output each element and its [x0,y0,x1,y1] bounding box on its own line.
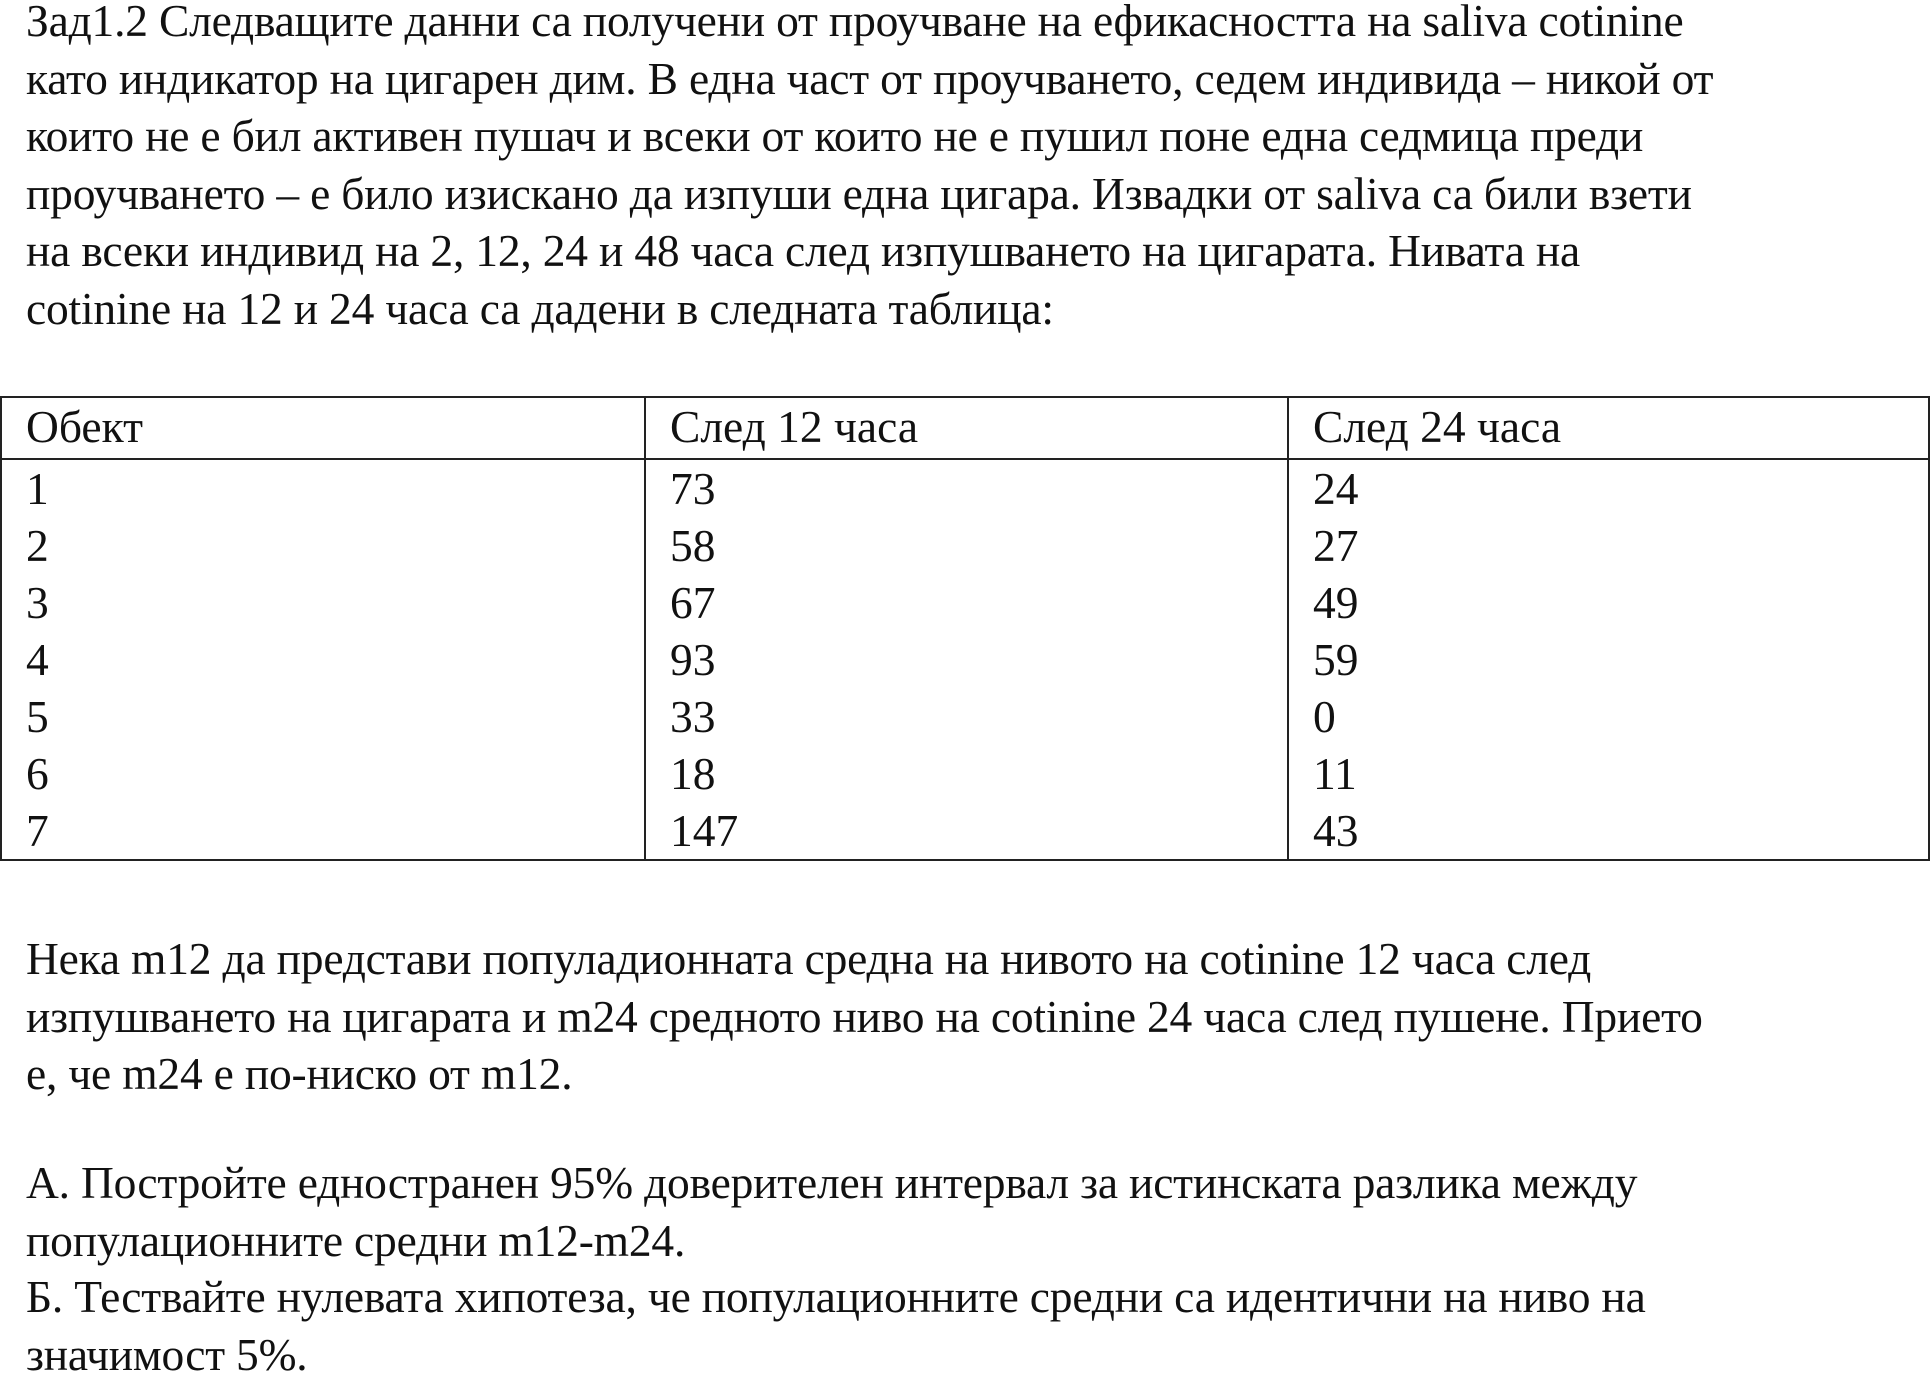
assumption-paragraph [26,930,1703,1103]
cell-subject: 4 [1,631,645,688]
text-line: Б. Тествайте нулевата хипотеза, че популационните средни са идентични на ниво на [26,1268,1646,1326]
table-header-row [1,397,1929,459]
table-row [1,459,1929,517]
table-row [1,745,1929,802]
table-row [1,802,1929,860]
column-header-12h: След 12 часа [645,397,1288,459]
text-line: А. Постройте едностранен 95% доверителен интервал за истинската разлика между [26,1154,1637,1212]
column-header-24h: След 24 часа [1288,397,1929,459]
cell-12h: 73 [645,459,1288,517]
cell-subject: 3 [1,574,645,631]
cell-subject: 1 [1,459,645,517]
cell-subject: 5 [1,688,645,745]
cell-24h: 11 [1288,745,1929,802]
text-line: Зад1.2 Следващите данни са получени от проучване на ефикасността на saliva cotinine [26,0,1713,50]
text-line: изпушването на цигарата и m24 средното ниво на cotinine 24 часа след пушене. Прието [26,988,1703,1046]
cell-24h: 0 [1288,688,1929,745]
cell-24h: 24 [1288,459,1929,517]
cell-24h: 43 [1288,802,1929,860]
cell-12h: 67 [645,574,1288,631]
text-line: на всеки индивид на 2, 12, 24 и 48 часа след изпушването на цигарата. Нивата на [26,222,1713,280]
cell-12h: 58 [645,517,1288,574]
problem-statement [26,0,1713,337]
text-line: популационните средни m12-m24. [26,1212,1637,1270]
table-row [1,574,1929,631]
cell-24h: 59 [1288,631,1929,688]
text-line: cotinine на 12 и 24 часа са дадени в следната таблица: [26,280,1713,338]
cell-12h: 93 [645,631,1288,688]
text-line: значимост 5%. [26,1326,1646,1383]
task-a-paragraph [26,1154,1637,1269]
cell-12h: 33 [645,688,1288,745]
text-line: които не е бил активен пушач и всеки от които не е пушил поне една седмица преди [26,107,1713,165]
cell-subject: 7 [1,802,645,860]
text-line: е, че m24 е по-ниско от m12. [26,1045,1703,1103]
cotinine-data-table [0,396,1930,861]
text-line: Нека m12 да представи популадионната средна на нивото на cotinine 12 часа след [26,930,1703,988]
cell-24h: 49 [1288,574,1929,631]
text-line: проучването – е било изискано да изпуши една цигара. Извадки от saliva са били взети [26,165,1713,223]
cell-12h: 18 [645,745,1288,802]
cell-subject: 6 [1,745,645,802]
cell-12h: 147 [645,802,1288,860]
task-b-paragraph [26,1268,1646,1383]
cell-subject: 2 [1,517,645,574]
column-header-subject: Обект [1,397,645,459]
table-row [1,631,1929,688]
table-row [1,517,1929,574]
text-line: като индикатор на цигарен дим. В една част от проучването, седем индивида – никой от [26,50,1713,108]
cell-24h: 27 [1288,517,1929,574]
table-row [1,688,1929,745]
